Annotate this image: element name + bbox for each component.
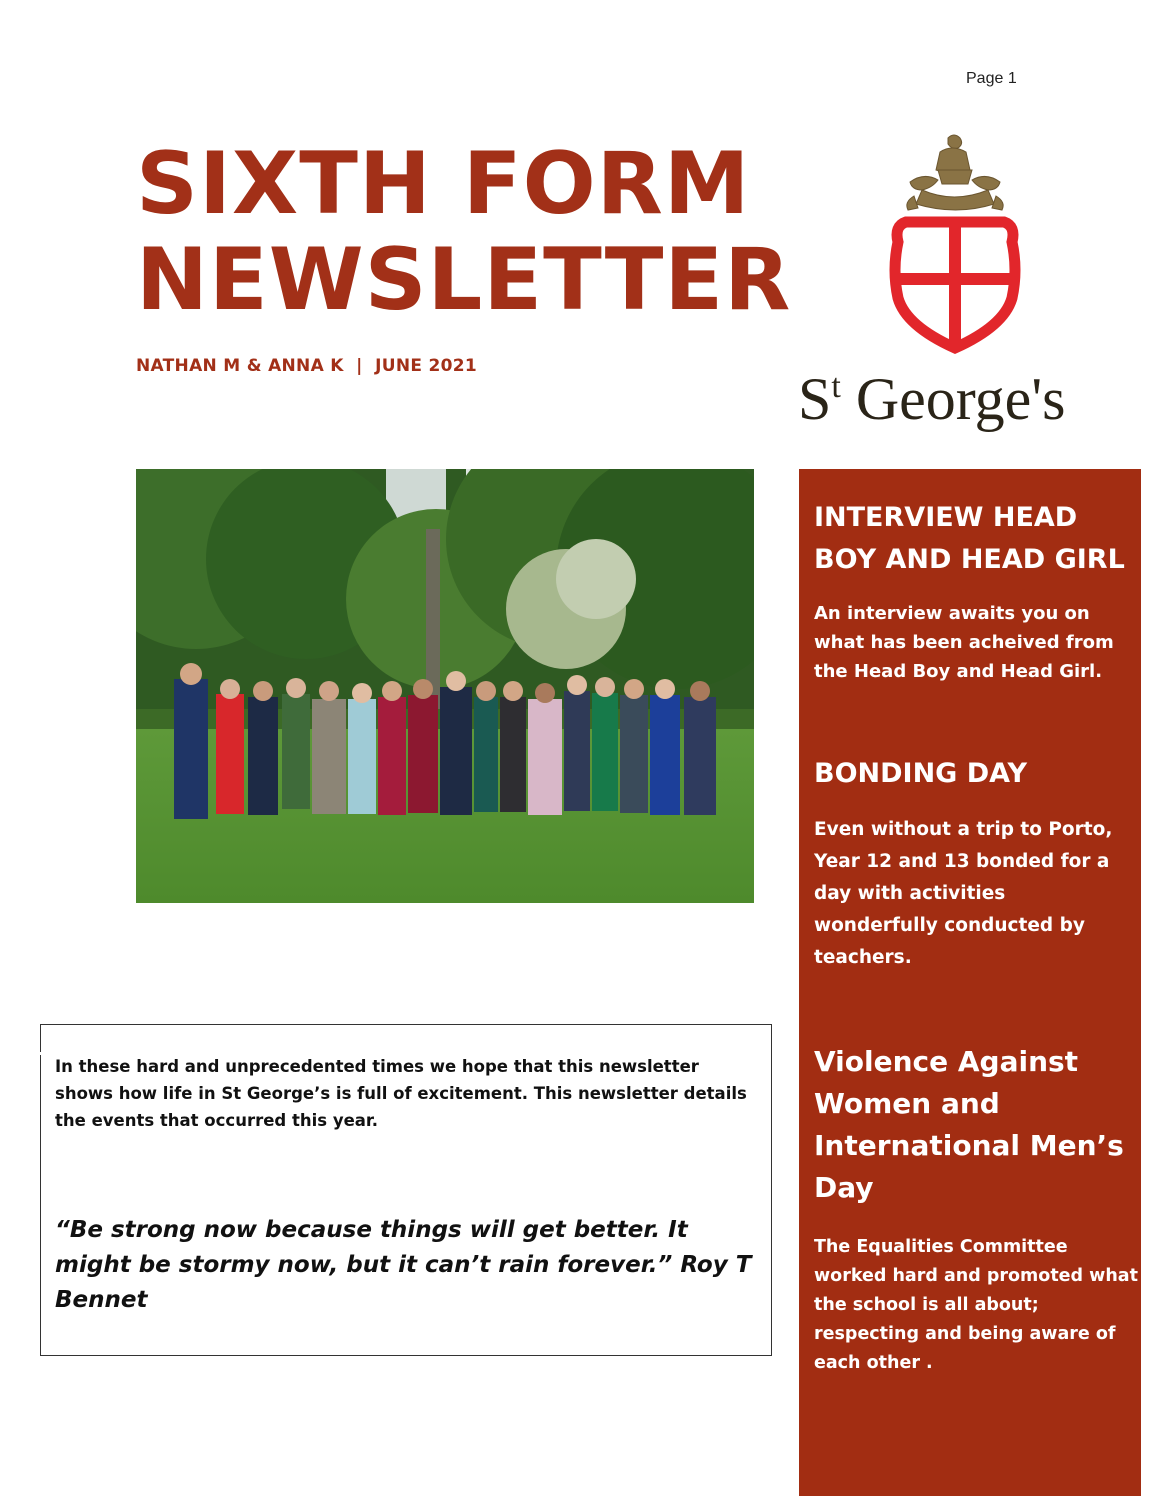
page-number: Page 1 <box>966 70 1017 87</box>
group-photo-image <box>136 469 754 903</box>
sidebar-heading-interview: INTERVIEW HEAD BOY AND HEAD GIRL <box>814 502 1125 575</box>
sidebar-heading-violence-against-women: Violence Against Women and International Men’s Day <box>814 1045 1124 1204</box>
group-photo <box>136 469 754 903</box>
newsletter-title <box>136 134 792 330</box>
school-logo <box>790 130 1140 432</box>
title-line-1: SIXTH FORM <box>136 134 751 234</box>
byline: NATHAN M & ANNA K | JUNE 2021 <box>136 356 478 376</box>
sidebar <box>799 469 1141 1496</box>
crest-icon <box>790 130 1140 360</box>
sidebar-text-interview: An interview awaits you on what has been acheived from the Head Boy and Head Girl. <box>814 603 1114 682</box>
sidebar-text-equalities: The Equalities Committee worked hard and promoted what the school is all about; respecting and being aware of each other . <box>814 1237 1138 1373</box>
sidebar-divider <box>18 1052 340 1055</box>
title-line-2: NEWSLETTER <box>136 230 792 330</box>
logo-wordmark: $S^t$ George's <box>798 366 1066 432</box>
intro-box <box>40 1024 772 1356</box>
intro-text: In these hard and unprecedented times we hope that this newsletter shows how life in St George’s is full of excitement. This newsletter details the events that occurred this year. <box>55 1057 747 1130</box>
quote-text: “Be strong now because things will get better. It might be stormy now, but it can’t rain forever.” Roy T Bennet <box>55 1217 752 1313</box>
sidebar-text-bonding-day: Even without a trip to Porto, Year 12 and 13 bonded for a day with activities wonderfully conducted by teachers. <box>814 819 1113 968</box>
sidebar-heading-bonding-day: BONDING DAY <box>814 758 1028 789</box>
